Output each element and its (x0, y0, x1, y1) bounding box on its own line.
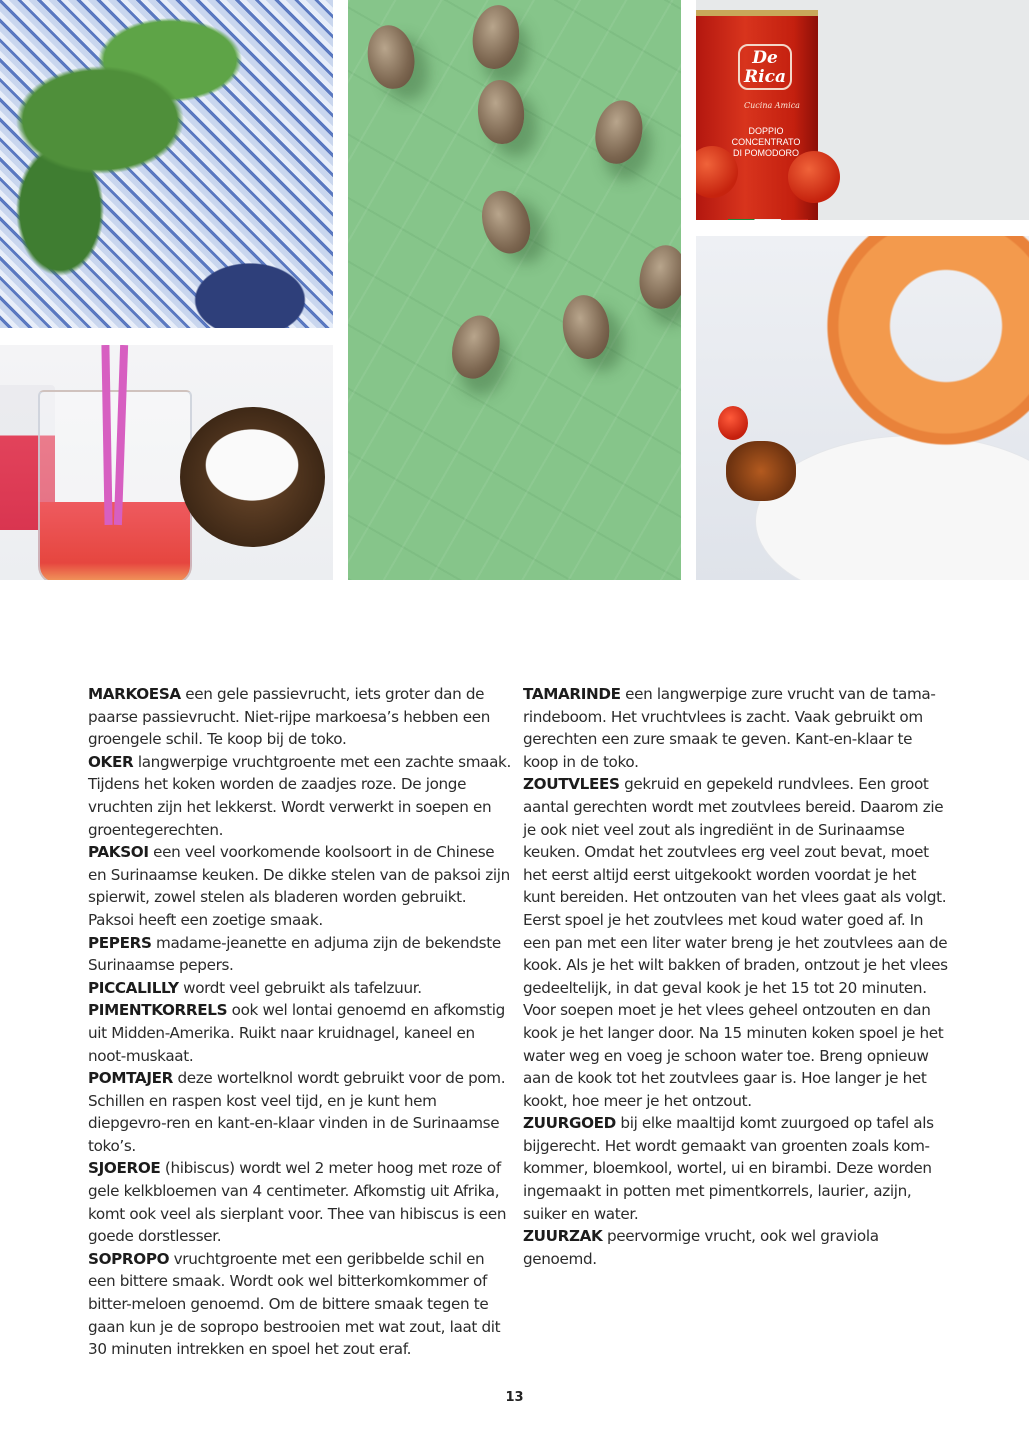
taro-root (363, 21, 419, 92)
glossary-term: TAMARINDE (523, 685, 621, 703)
plate (756, 436, 1029, 580)
glossary-entry-paksoi (88, 841, 513, 931)
glossary-entry-pepers (88, 932, 513, 977)
chutney (726, 441, 796, 501)
glossary-definition: een veel voorkomende koolsoort in de Chinese en Surinaamse keuken. De dikke stelen van de paksoi zijn spierwit, zowel stelen als bladeren worden gebruikt. Paksoi heeft een zoetige smaak. (88, 843, 510, 929)
pumpkin-slice (816, 236, 1029, 456)
glossary-entry-piccalilly (88, 977, 513, 1000)
coconut (180, 407, 325, 547)
taro-root (635, 241, 681, 312)
photo-tomato-can (696, 0, 1029, 220)
glossary-definition: gekruid en gepekeld rundvlees. Een groot aantal gerechten wordt met zoutvlees bereid. Daarom zie je ook niet veel zout als ingrediënt in de Surinaamse keuken. Omdat het zoutvlees erg veel zout bevat, moet het eerst altijd eerst uitgekookt worden voordat je het kunt bereiden. Het ontzouten van het vlees gaat als volgt. Eerst spoel je het zoutvlees met koud water goed af. In een pan met een liter water breng je het zoutvlees aan de kook. Als je het wilt bakken of braden, ontzout je het vlees gedeeltelijk, in dat geval kook je het 15 tot 20 minuten. Voor soepen moet je het vlees geheel ontzouten en dan kook je het langer door. Na 15 minuten koken spoel je het water weg en voeg je schoon water toe. Breng opnieuw aan de kook tot het zoutvlees gaar is. Hoe langer je het kookt, hoe meer je het ontzout. (523, 775, 948, 1110)
glossary-definition: (hibiscus) wordt wel 2 meter hoog met roze of gele kelkbloemen van 4 centimeter. Afkomstig uit Afrika, komt ook veel als sierplant voor. Thee van hibiscus is een goede dorstlesser. (88, 1159, 507, 1246)
taro-root (469, 2, 523, 72)
tomato-illustration (788, 151, 840, 203)
can-desc-line2: DI POMODORO (732, 148, 799, 158)
glossary-entry-markoesa (88, 683, 513, 751)
glossary-term: SJOEROE (88, 1159, 161, 1178)
taro-root (475, 78, 526, 146)
glossary-entry-oker (88, 751, 513, 841)
glossary-term: PAKSOI (88, 843, 149, 862)
glossary-term: SOPROPO (88, 1249, 170, 1268)
glossary-term: OKER (88, 752, 134, 771)
glossary-term: PEPERS (88, 933, 152, 952)
can-desc-line1: DOPPIO CONCENTRATO (731, 126, 801, 147)
glossary-definition: deze wortelknol wordt gebruikt voor de pom. Schillen en raspen kost veel tijd, en je kunt hem diepgevro-ren en kant-en-klaar vinden in de Surinaamse toko’s. (88, 1069, 506, 1155)
glossary-entry-zuurzak (523, 1225, 948, 1270)
glossary-term: MARKOESA (88, 685, 181, 703)
glossary-definition: wordt veel gebruikt als tafelzuur. (178, 978, 422, 997)
italian-flag-stripe (728, 219, 808, 220)
glossary-left-column (88, 683, 513, 1361)
taro-root (590, 96, 648, 168)
glossary-definition: ook wel lontai genoemd en afkomstig uit Midden-Amerika. Ruikt naar kruidnagel, kaneel en noot-muskaat. (88, 1001, 505, 1065)
photo-drink-and-coconut (0, 345, 333, 580)
taro-root (446, 310, 507, 384)
photo-pumpkin-and-pepper (696, 236, 1029, 580)
glossary-definition: madame-jeanette en adjuma zijn de bekendste Surinaamse pepers. (88, 933, 501, 975)
glossary-entry-zuurgoed (523, 1112, 948, 1225)
hot-pepper (718, 406, 748, 440)
glossary-entry-pomtajer (88, 1067, 513, 1157)
glossary-term: PIMENTKORRELS (88, 1001, 228, 1020)
glossary-definition: langwerpige vruchtgroente met een zachte smaak. Tijdens het koken worden de zaadjes roze. De jonge vruchten zijn het lekkerst. Wordt verwerkt in soepen en groentegerechten. (88, 752, 511, 839)
glossary-term: ZOUTVLEES (523, 775, 620, 794)
glossary-definition: vruchtgroente met een geribbelde schil en een bittere smaak. Wordt ook wel bitterkomkommer of bitter-meloen genoemd. Om de bittere smaak tegen te gaan kun je de sopropo bestrooien met wat zout, laat dit 30 minuten intrekken en spoel het zout eraf. (88, 1249, 501, 1359)
photo-greens-on-tile (0, 0, 333, 328)
glossary-definition: peervormige vrucht, ook wel graviola genoemd. (523, 1227, 879, 1268)
glossary-entry-pimentkorrels (88, 999, 513, 1067)
glossary-term: ZUURGOED (523, 1114, 616, 1133)
glossary-term: POMTAJER (88, 1069, 174, 1088)
page-number: 13 (505, 1390, 524, 1405)
can-tagline: Cucina Amica (744, 101, 800, 110)
glossary-definition: een langwerpige zure vrucht van de tama-rindeboom. Het vruchtvlees is zacht. Vaak gebruikt om gerechten een zure smaak te geven. Kant-en-klaar te koop in de toko. (523, 685, 936, 771)
glossary-term: PICCALILLY (88, 978, 179, 997)
tomato-can (696, 10, 818, 220)
glossary-definition: bij elke maaltijd komt zuurgoed op tafel als bijgerecht. Het wordt gemaakt van groenten zoals kom-kommer, bloemkool, wortel, ui en birambi. Deze worden ingemaakt in potten met pimentkorrels, laurier, azijn, suiker en water. (523, 1114, 934, 1223)
glossary-entry-sopropo (88, 1248, 513, 1361)
taro-root (559, 292, 613, 362)
photo-taro-roots (348, 0, 681, 580)
glossary-entry-zoutvlees (523, 773, 948, 1112)
glossary-right-column (523, 683, 948, 1270)
glossary-entry-sjoeroe (88, 1157, 513, 1247)
glossary-definition: een gele passievrucht, iets groter dan de paarse passievrucht. Niet-rijpe markoesa’s hebben een groengele schil. Te koop bij de toko. (88, 685, 491, 749)
glossary-term: ZUURZAK (523, 1227, 603, 1246)
glossary-entry-tamarinde (523, 683, 948, 773)
taro-root (474, 184, 538, 259)
can-brand-line2: Rica (744, 67, 786, 87)
can-brand-line1: De (752, 48, 778, 68)
can-logo (738, 44, 792, 90)
